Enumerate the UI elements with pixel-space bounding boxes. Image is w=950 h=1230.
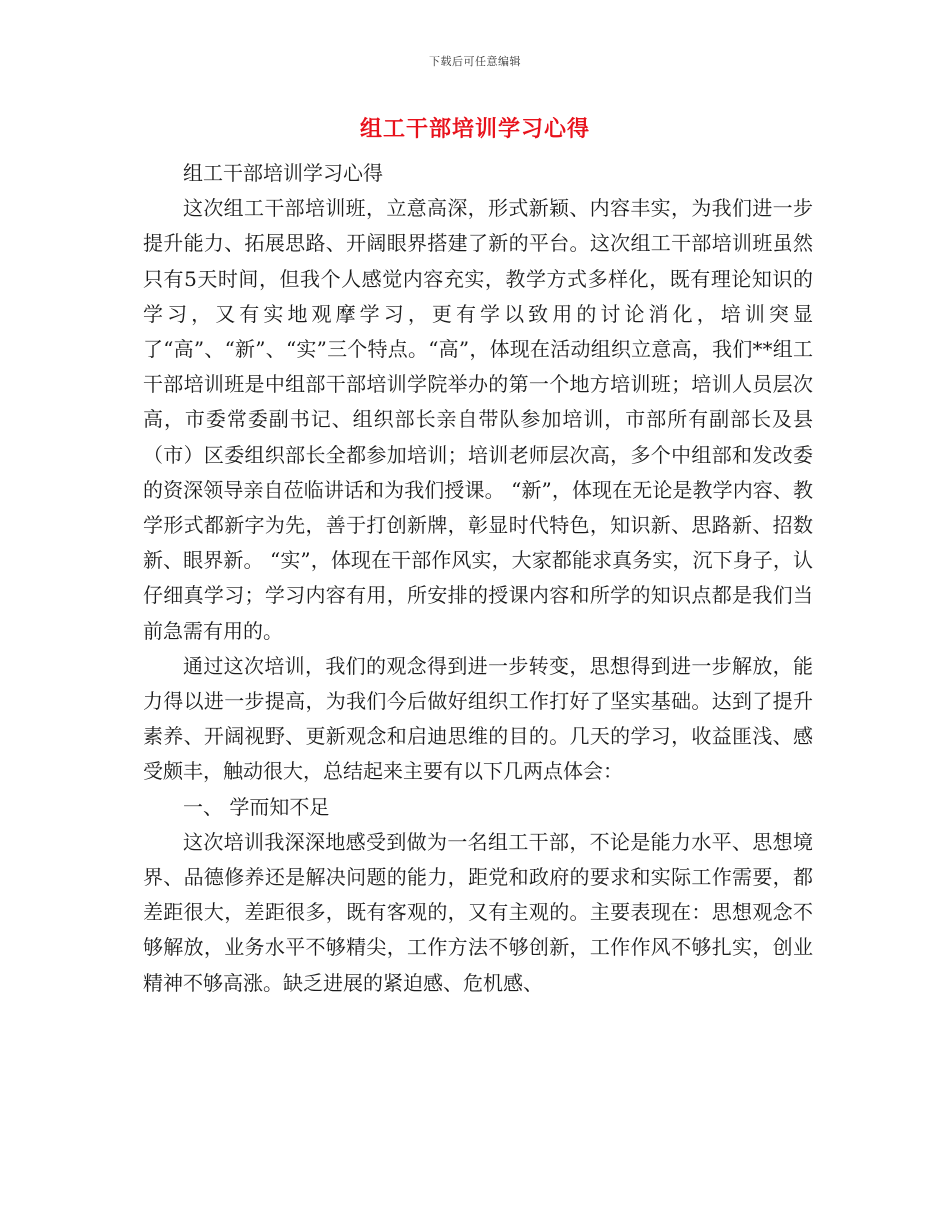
section-heading: 一、 学而知不足 — [183, 794, 330, 819]
document-body — [143, 156, 813, 1001]
document-title: 组工干部培训学习心得 — [359, 116, 590, 142]
body-paragraph: 这次培训我深深地感受到做为一名组工干部，不论是能力水平、思想境界、品德修养还是解决问题的能力，距党和政府的要求和实际工作需要，都差距很大，差距很多，既有客观的，又有主观的。主要表现在：思想观念不够解放，业务水平不够精尖，工作方法不够创新，工作作风不够扎实，创业精神不够高涨。缺乏进展的紧迫感、危机感、 — [143, 829, 813, 995]
body-paragraph: 通过这次培训，我们的观念得到进一步转变，思想得到进一步解放，能力得以进一步提高，为我们今后做好组织工作打好了坚实基础。达到了提升素养、开阔视野、更新观念和启迪思维的目的。几天的学习，收益匪浅、感受颇丰，触动很大，总结起来主要有以下几两点体会： — [143, 653, 813, 784]
subtitle-paragraph: 组工干部培训学习心得 — [183, 161, 383, 185]
header-note: 下载后可任意编辑 — [429, 55, 521, 68]
body-paragraph: 这次组工干部培训班，立意高深，形式新颖、内容丰实，为我们进一步提升能力、拓展思路、开阔眼界搭建了新的平台。这次组工干部培训班虽然只有5天时间，但我个人感觉内容充实，教学方式多样化，既有理论知识的学习，又有实地观摩学习，更有学以致用的讨论消化，培训突显了“高”、“新”、“实”三个特点。“高”，体现在活动组织立意高，我们**组工干部培训班是中组部干部培训学院举办的第一个地方培训班；培训人员层次高，市委常委副书记、组织部长亲自带队参加培训，市部所有副部长及县（市）区委组织部长全都参加培训；培训老师层次高，多个中组部和发改委的资深领导亲自莅临讲话和为我们授课。 “新”，体现在无论是教学内容、教学形式都新字为先，善于打创新牌，彰显时代特色，知识新、思路新、招数新、眼界新。 “实”，体现在干部作风实，大家都能求真务实，沉下身子，认仔细真学习；学习内容有用，所安排的授课内容和所学的知识点都是我们当前急需有用的。 — [143, 196, 813, 643]
